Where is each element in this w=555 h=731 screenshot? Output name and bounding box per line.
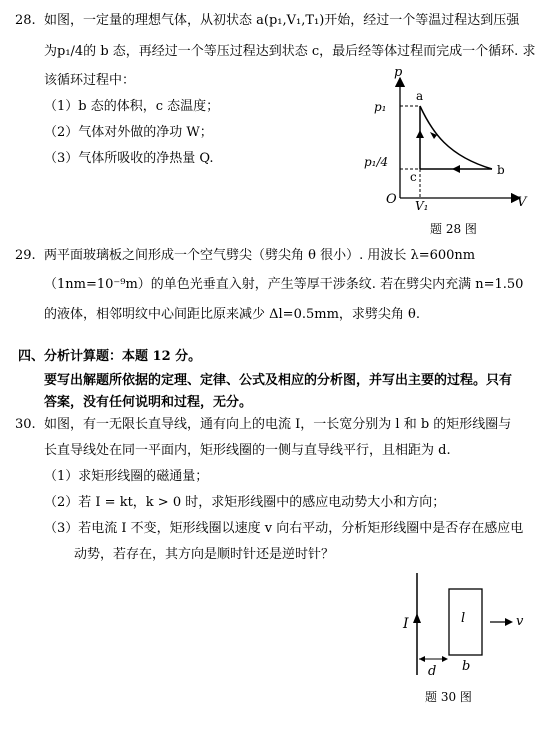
q28-line1: 如图，一定量的理想气体，从初状态 a(p₁,V₁,T₁)开始，经过一个等温过程达到压强: [44, 13, 520, 28]
q30-number: 30.: [15, 417, 36, 432]
q29-number: 29.: [15, 248, 36, 263]
q30-sub1: （1）求矩形线圈的磁通量；: [44, 469, 209, 484]
q29-line2: （1nm=10⁻⁹m）的单色光垂直入射，产生等厚干涉条纹. 若在劈尖内充满 n=1.50: [44, 277, 524, 292]
state-b-label: b: [497, 163, 505, 177]
distance-arrow-right: [442, 656, 448, 662]
q29-line1: 两平面玻璃板之间形成一个空气劈尖（劈尖角 θ 很小）. 用波长 λ=600nm: [44, 248, 476, 263]
p1-label: p₁: [374, 100, 387, 114]
p-axis-label: p: [394, 66, 403, 80]
v-axis-label: V: [517, 195, 527, 210]
rectangular-loop: [449, 589, 482, 655]
distance-arrow-left: [419, 656, 425, 662]
q28-sub1: （1）b 态的体积，c 态温度；: [44, 99, 220, 114]
q30-line2: 长直导线处在同一平面内，矩形线圈的一侧与直导线平行，且相距为 d.: [44, 443, 451, 458]
section4-instruction-line2: 答案，没有任何说明和过程，无分。: [44, 395, 253, 410]
q30-sub2: （2）若 I = kt，k > 0 时，求矩形线圈中的感应电动势大小和方向；: [44, 495, 446, 510]
q28-number: 28.: [15, 13, 36, 28]
q30-line1: 如图，有一无限长直导线，通有向上的电流 I，一长宽分别为 l 和 b 的矩形线圈与: [44, 417, 512, 432]
v1-label: V₁: [415, 199, 429, 212]
isobar-arrow: [452, 165, 460, 173]
width-label: b: [462, 659, 471, 674]
velocity-arrow-head: [505, 618, 513, 626]
section4-title: 四、分析计算题：本题 12 分。: [18, 349, 202, 364]
distance-label: d: [428, 664, 437, 679]
q30-sub3-line2: 动势，若存在，其方向是顺时针还是逆时针？: [74, 547, 335, 562]
q28-sub3: （3）气体所吸收的净热量 Q.: [44, 151, 214, 166]
q30-sub3-line1: （3）若电流 I 不变，矩形线圈以速度 v 向右平动，分析矩形线圈中是否存在感应电: [44, 521, 524, 536]
section4-instruction-line1: 要写出解题所依据的定理、定律、公式及相应的分析图，并写出主要的过程。只有: [44, 373, 513, 388]
q29-line3: 的液体，相邻明纹中心间距比原来减少 Δl=0.5mm，求劈尖角 θ.: [44, 307, 420, 322]
current-arrow: [413, 613, 421, 623]
q28-sub2: （2）气体对外做的净功 W；: [44, 125, 213, 140]
figure-28-caption: 题 28 图: [430, 222, 477, 236]
figure-30-wire-loop: [392, 565, 532, 680]
origin-label: O: [386, 192, 397, 207]
state-a-label: a: [416, 89, 424, 103]
q28-line2: 为p₁/4的 b 态，再经过一个等压过程达到状态 c，最后经等体过程而完成一个循环. 求: [44, 44, 536, 59]
figure-30-caption: 题 30 图: [425, 690, 472, 704]
velocity-label: v: [516, 614, 524, 629]
isotherm-curve: [420, 106, 492, 169]
length-label: l: [461, 611, 466, 626]
isochore-arrow: [416, 130, 424, 138]
figure-28-pv-diagram: [360, 66, 530, 212]
current-label: I: [403, 616, 409, 632]
q28-line3: 该循环过程中：: [44, 73, 136, 88]
state-c-label: c: [410, 170, 417, 184]
p1-4-label: p₁/4: [364, 155, 389, 169]
